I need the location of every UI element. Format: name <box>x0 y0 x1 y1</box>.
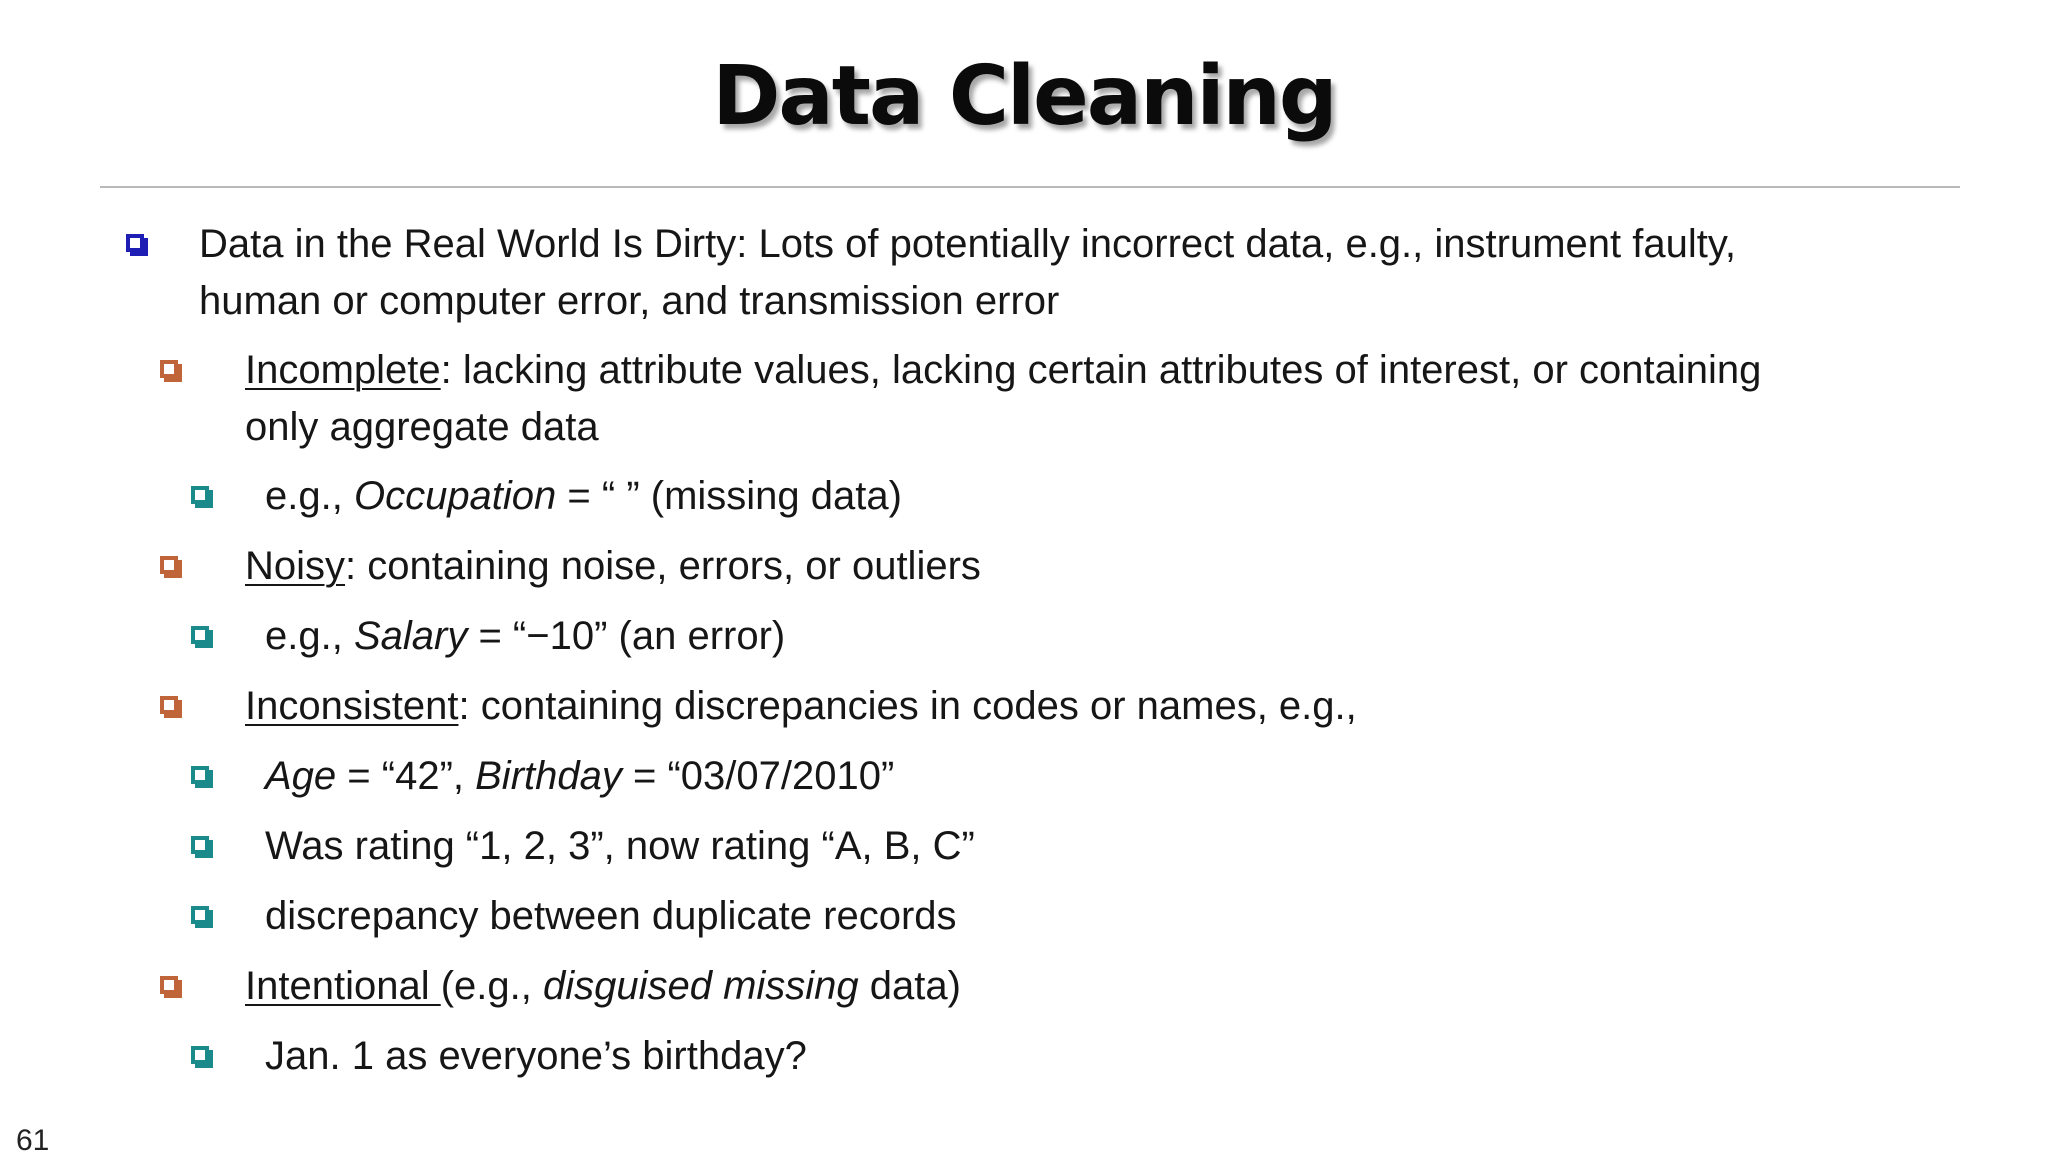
example-rest: = “−10” (an error) <box>467 614 786 658</box>
page-number: 61 <box>16 1124 50 1157</box>
bullet-incomplete-example <box>265 468 902 525</box>
bullet-intentional-example <box>265 1028 807 1085</box>
term-incomplete: Incomplete <box>245 348 441 392</box>
bullet-square-icon <box>160 696 178 714</box>
bullet-intentional <box>245 958 961 1015</box>
term-intentional: Intentional <box>245 964 441 1008</box>
bullet-square-icon <box>191 906 209 924</box>
bullet-dirty-line1: Data in the Real World Is Dirty: Lots of potentially incorrect data, e.g., instrument faulty, <box>199 222 1736 266</box>
bullet-inconsistent-rating <box>265 818 975 875</box>
bullet-inconsistent <box>245 678 1357 735</box>
bullet-incomplete <box>245 342 1761 456</box>
rating-text: Was rating “1, 2, 3”, now rating “A, B, C” <box>265 824 975 868</box>
bullet-dirty-line2: human or computer error, and transmission error <box>199 279 1060 323</box>
term-inconsistent: Inconsistent <box>245 684 459 728</box>
field-salary: Salary <box>353 614 468 658</box>
intentional-italic: disguised missing <box>542 964 859 1008</box>
bullet-noisy <box>245 538 981 595</box>
incomplete-description: : lacking attribute values, lacking certain attributes of interest, or containing <box>440 348 1762 392</box>
bullet-square-icon <box>191 1046 209 1064</box>
term-noisy: Noisy <box>245 544 346 588</box>
example-rest: = “ ” (missing data) <box>556 474 902 518</box>
bullet-noisy-example <box>265 608 785 665</box>
noisy-description: : containing noise, errors, or outliers <box>345 544 981 588</box>
intentional-prefix: (e.g., <box>440 964 543 1008</box>
bullet-square-icon <box>126 234 144 252</box>
slide-title: Data Cleaning <box>712 49 1336 144</box>
inconsistent-description: : containing discrepancies in codes or names, e.g., <box>458 684 1357 728</box>
example-prefix: e.g., <box>265 474 354 518</box>
field-birthday: Birthday <box>475 754 622 798</box>
bullet-inconsistent-age <box>265 748 894 805</box>
intentional-rest: data) <box>858 964 961 1008</box>
field-age: Age <box>265 754 337 798</box>
bullet-square-icon <box>191 626 209 644</box>
bullet-square-icon <box>191 486 209 504</box>
bullet-square-icon <box>160 976 178 994</box>
age-value: = “42”, <box>336 754 476 798</box>
bullet-square-icon <box>160 556 178 574</box>
bullet-square-icon <box>191 766 209 784</box>
bullet-square-icon <box>160 360 178 378</box>
bullet-inconsistent-duplicate <box>265 888 957 945</box>
duplicate-text: discrepancy between duplicate records <box>265 894 957 938</box>
birthday-example-text: Jan. 1 as everyone’s birthday? <box>265 1034 807 1078</box>
example-prefix: e.g., <box>265 614 354 658</box>
field-occupation: Occupation <box>353 474 557 518</box>
bullet-dirty-data <box>199 216 1736 330</box>
birthday-value: = “03/07/2010” <box>621 754 895 798</box>
bullet-square-icon <box>191 836 209 854</box>
incomplete-description-line2: only aggregate data <box>245 405 599 449</box>
